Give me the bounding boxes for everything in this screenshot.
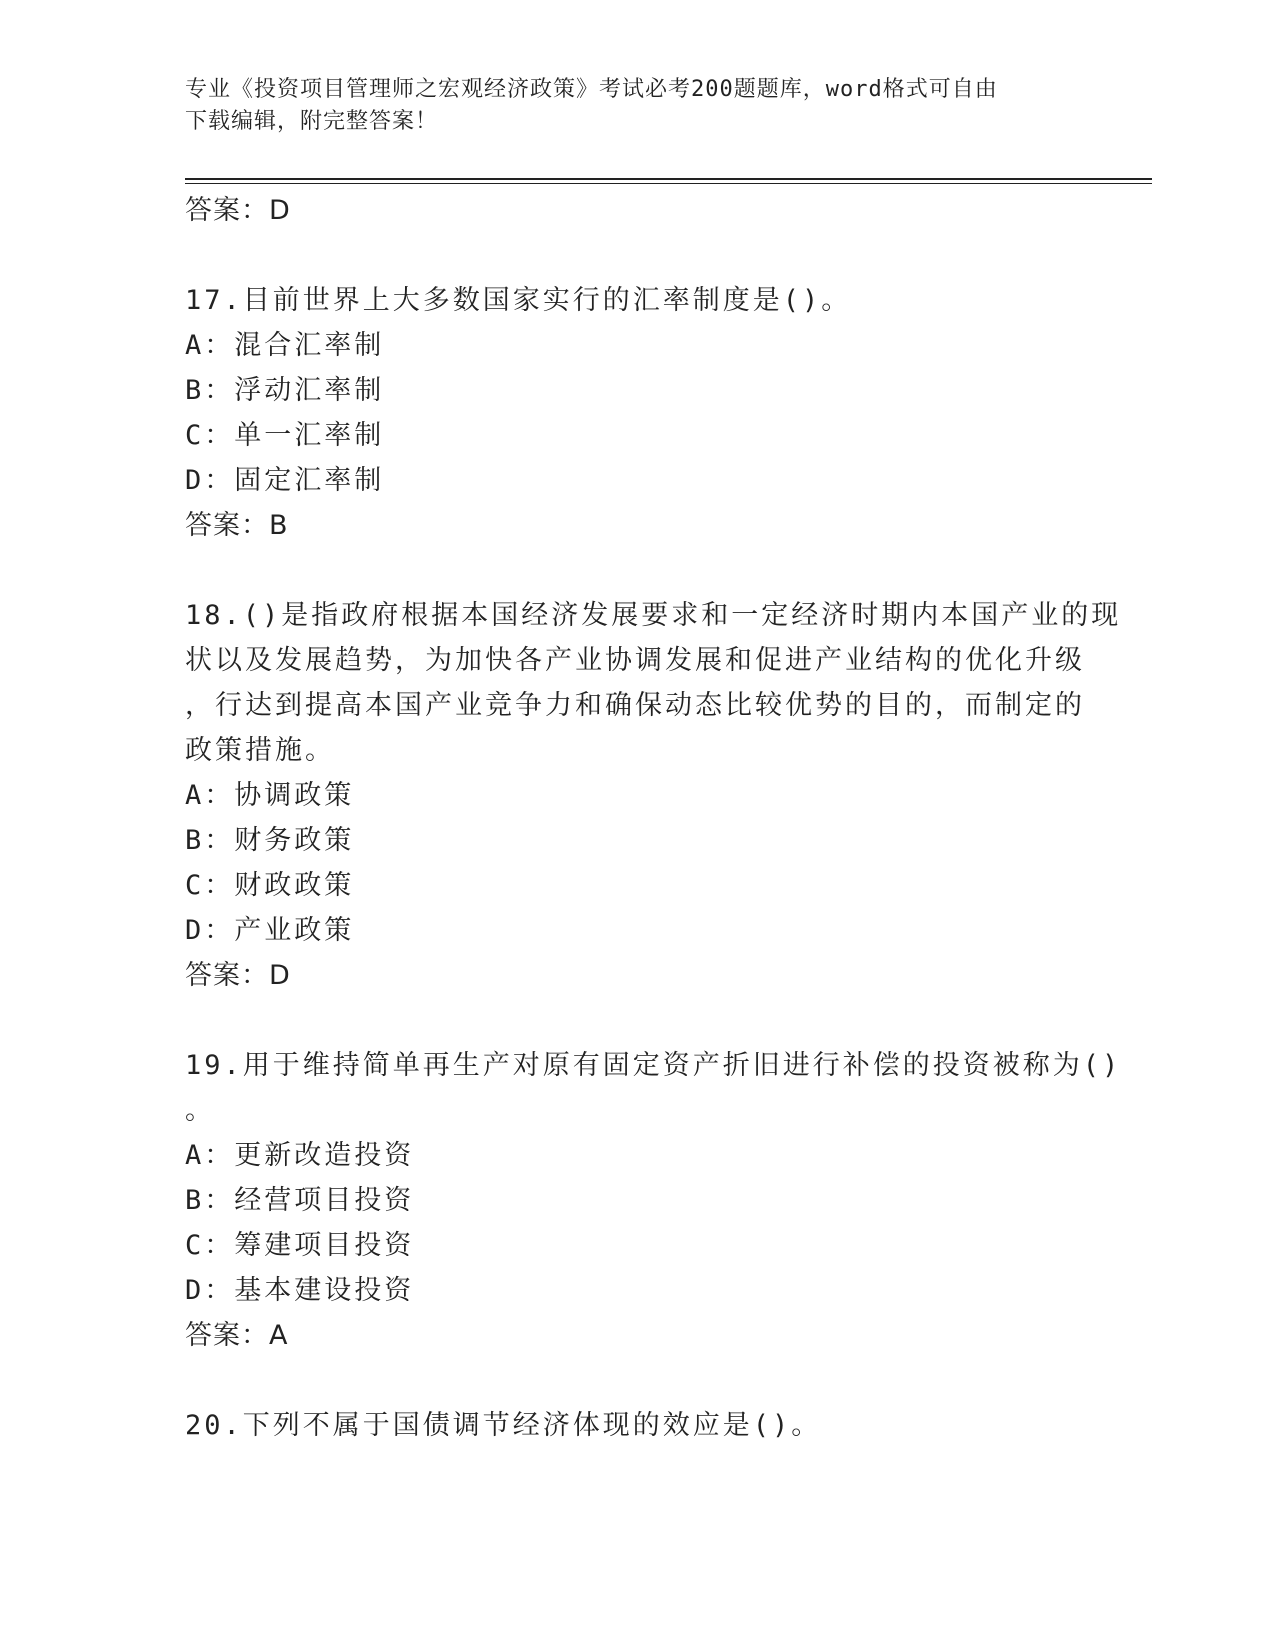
answer: 答案：B	[185, 510, 289, 541]
question-stem-line: 18.()是指政府根据本国经济发展要求和一定经济时期内本国产业的现	[185, 600, 1122, 631]
question-stem-line: 政策措施。	[185, 735, 335, 766]
question-18	[185, 593, 1122, 998]
option-b: B：财务政策	[185, 825, 355, 856]
spacer	[185, 998, 1075, 1043]
spacer	[185, 548, 1075, 593]
option-c: C：筹建项目投资	[185, 1230, 415, 1261]
spacer	[185, 1358, 1075, 1403]
option-d: D：固定汇率制	[185, 465, 385, 496]
page-header	[185, 74, 1065, 138]
question-stem-line: ，行达到提高本国产业竞争力和确保动态比较优势的目的，而制定的	[185, 690, 1085, 721]
option-a: A：协调政策	[185, 780, 355, 811]
header-divider-thin	[185, 183, 1152, 184]
question-19	[185, 1043, 1122, 1358]
answer: 答案：A	[185, 1320, 289, 1351]
spacer	[185, 233, 1075, 278]
question-stem-line: 。	[185, 1095, 215, 1126]
header-line-1: 专业《投资项目管理师之宏观经济政策》考试必考200题题库，word格式可自由	[185, 77, 998, 102]
option-a: A：更新改造投资	[185, 1140, 415, 1171]
answer-16: 答案：D	[185, 195, 291, 226]
question-stem: 17.目前世界上大多数国家实行的汇率制度是()。	[185, 285, 852, 316]
answer: 答案：D	[185, 960, 291, 991]
question-stem-line: 19.用于维持简单再生产对原有固定资产折旧进行补偿的投资被称为()	[185, 1050, 1122, 1081]
option-c: C：财政政策	[185, 870, 355, 901]
question-list	[185, 188, 1122, 1448]
question-stem: 20.下列不属于国债调节经济体现的效应是()。	[185, 1410, 822, 1441]
question-20	[185, 1403, 1075, 1448]
header-line-2: 下载编辑，附完整答案！	[185, 109, 439, 134]
question-17	[185, 278, 1075, 548]
option-b: B：浮动汇率制	[185, 375, 385, 406]
option-d: D：基本建设投资	[185, 1275, 415, 1306]
option-b: B：经营项目投资	[185, 1185, 415, 1216]
option-a: A：混合汇率制	[185, 330, 385, 361]
question-stem-line: 状以及发展趋势，为加快各产业协调发展和促进产业结构的优化升级	[185, 645, 1085, 676]
option-d: D：产业政策	[185, 915, 355, 946]
header-divider-thick	[185, 178, 1152, 180]
option-c: C：单一汇率制	[185, 420, 385, 451]
